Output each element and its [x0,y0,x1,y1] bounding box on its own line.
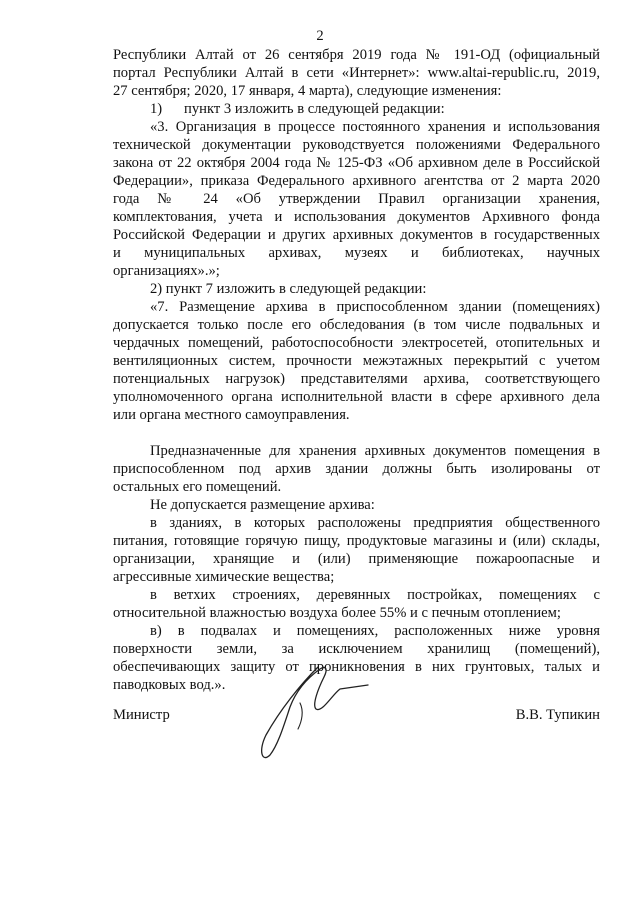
text-line: и муниципальных архивах, музеях и библиотеках, научных [113,245,600,261]
text-line: Республики Алтай от 26 сентября 2019 года № 191-ОД (официальный [113,47,600,63]
text-line: остальных его помещений. [113,479,282,495]
text-line: в зданиях, в которых расположены предприятия общественного [150,515,600,531]
text-line: организации, хранящие и (или) применяющие пожароопасные и [113,551,600,567]
text-line: приспособленном под архив здании должны быть изолированы от [113,461,600,477]
list-item: 1) пункт 3 изложить в следующей редакции: [150,101,445,117]
text-line: 27 сентября; 2020, 17 января, 4 марта), следующие изменения: [113,83,502,99]
signatory-name: В.В. Тупикин [515,707,600,723]
text-line: в) в подвалах и помещениях, расположенных ниже уровня [150,623,600,639]
signature-image [240,655,380,775]
text-line: питания, готовящие горячую пищу, продуктовые магазины и (или) склады, [113,533,600,549]
text-line: организациях».»; [113,263,220,279]
text-line: технической документации руководствуется положениями Федерального [113,137,600,153]
text-line: уполномоченного органа исполнительной власти в сфере архивного дела [113,389,600,405]
text-line: агрессивные химические вещества; [113,569,335,585]
text-line: паводковых вод.». [113,677,226,693]
text-line: поверхности земли, за исключением хранилищ (помещений), [113,641,600,657]
text-line: закона от 22 октября 2004 года № 125-ФЗ «Об архивном деле в Российской [113,155,600,171]
text-line: в ветхих строениях, деревянных постройках, помещениях с [150,587,600,603]
text-line: «7. Размещение архива в приспособленном здании (помещениях) [150,299,600,315]
text-line: вентиляционных систем, прочности межэтажных перекрытий с учетом [113,353,600,369]
text-line: относительной влажностью воздуха более 55% и с печным отоплением; [113,605,561,621]
text-line: комплектования, учета и использования документов Архивного фонда [113,209,600,225]
page-number: 2 [316,28,324,44]
text-line: Федерации», приказа Федерального архивного агентства от 2 марта 2020 [113,173,600,189]
text-line: портал Республики Алтай в сети «Интернет»: www.altai-republic.ru, 2019, [113,65,600,81]
text-line: Российской Федерации и других архивных документов в государственных [113,227,600,243]
text-line: чердачных помещений, работоспособности электросетей, отопительных и [113,335,600,351]
signatory-title: Министр [113,707,170,723]
text-line: потенциальных нагрузок) представителями архива, соответствующего [113,371,600,387]
text-line: или органа местного самоуправления. [113,407,350,423]
text-line: допускается только после его обследования (в том числе подвальных и [113,317,600,333]
text-line: обеспечивающих защиту от проникновения в них грунтовых, талых и [113,659,600,675]
text-line: года № 24 «Об утверждении Правил организации хранения, [113,191,600,207]
text-line: «3. Организация в процессе постоянного хранения и использования [150,119,600,135]
text-line: Предназначенные для хранения архивных документов помещения в [150,443,600,459]
text-line: Не допускается размещение архива: [150,497,375,513]
list-item: 2) пункт 7 изложить в следующей редакции: [150,281,427,297]
